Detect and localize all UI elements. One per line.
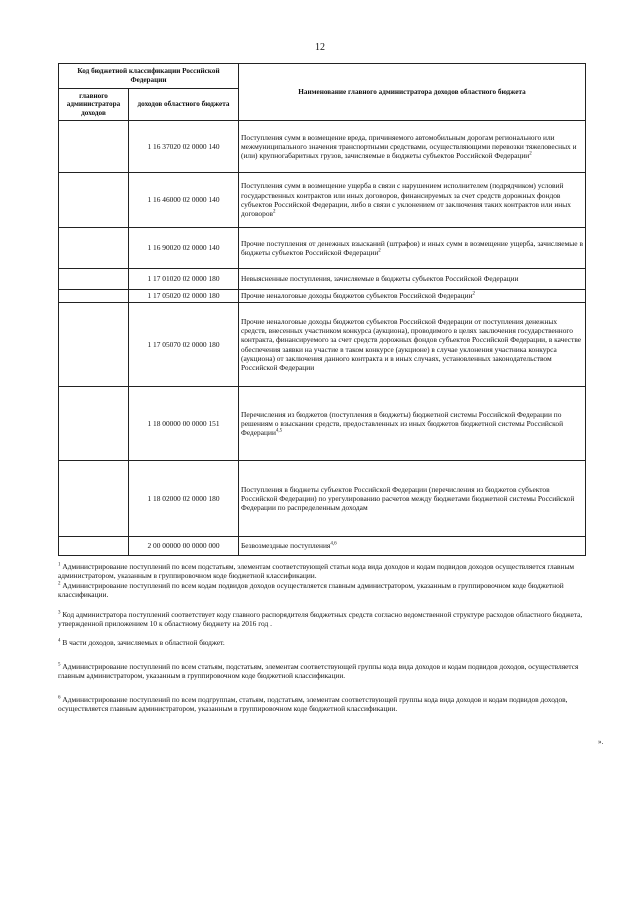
footnote-ref: 4,5	[275, 428, 283, 434]
table-row	[59, 121, 586, 173]
footnote-4: $^4$ В части доходов, зачисляемых в областной бюджет.	[58, 638, 225, 648]
footnote-ref: 2	[273, 209, 276, 215]
footnote-ref: 2	[378, 248, 381, 254]
income-code-cell: 1 17 05020 02 0000 180	[129, 290, 239, 303]
admin-code-cell	[59, 303, 129, 387]
table-row	[59, 537, 586, 556]
income-code-cell: 1 16 46000 02 0000 140	[129, 173, 239, 228]
header-regional-income: доходов областного бюджета	[129, 89, 239, 121]
closing-quote-mark: ».	[598, 738, 604, 746]
income-code-cell: 1 16 90020 02 0000 140	[129, 228, 239, 269]
income-code-cell: 1 18 00000 00 0000 151	[129, 387, 239, 461]
income-name-cell: Перечисления из бюджетов (поступления в бюджеты) бюджетной системы Российской Федерации по решениям о взыскании средств, предоставленных из иных бюджетов бюджетной системы Российской Федерации$^{4,5}$	[239, 387, 586, 461]
table-row	[59, 173, 586, 228]
header-main-administrator: главного администратора доходов	[59, 89, 129, 121]
admin-code-cell	[59, 461, 129, 537]
table-row	[59, 303, 586, 387]
admin-code-cell	[59, 290, 129, 303]
income-name-cell: Прочие неналоговые доходы бюджетов субъектов Российской Федерации$^2$	[239, 290, 586, 303]
admin-code-cell	[59, 173, 129, 228]
income-code-cell: 1 17 01020 02 0000 180	[129, 269, 239, 290]
income-name-cell: Поступления сумм в возмещение вреда, причиняемого автомобильным дорогам регионального или межмуниципального значения транспортными средствами, осуществляющими перевозки тяжеловесных и (или) крупногабаритных грузов, зачисляемые в бюджеты субъектов Российской Федерации$^2$	[239, 121, 586, 173]
income-name-cell: Невыясненные поступления, зачисляемые в бюджеты субъектов Российской Федерации	[239, 269, 586, 290]
income-code-cell: 2 00 00000 00 0000 000	[129, 537, 239, 556]
income-name-cell: Поступления сумм в возмещение ущерба в связи с нарушением исполнителем (подрядчиком) условий государственных контрактов или иных договоров, финансируемых за счет средств дорожных фондов субъектов Российской Федерации, либо в связи с уклонением от заключения таких контрактов или иных договоров$^2$	[239, 173, 586, 228]
admin-code-cell	[59, 387, 129, 461]
income-name-cell: Безвозмездные поступления$^{4,6}$	[239, 537, 586, 556]
admin-code-cell	[59, 121, 129, 173]
income-name-cell: Прочие поступления от денежных взысканий (штрафов) и иных сумм в возмещение ущерба, зачисляемые в бюджеты субъектов Российской Федерации$^2$	[239, 228, 586, 269]
footnote-2: $^2$ Администрирование поступлений по всем кодам подвидов доходов осуществляется главным администратором, указанным в группировочном коде бюджетной классификации.	[58, 580, 564, 600]
income-name-cell: Поступления в бюджеты субъектов Российской Федерации (перечисления из бюджетов субъектов Российской Федерации) по урегулированию расчетов между бюджетами бюджетной системы Российской Федерации по распределенным доходам	[239, 461, 586, 537]
page-number: 12	[315, 42, 325, 53]
footnote-6: $^6$ Администрирование поступлений по всем подгруппам, статьям, подстатьям, элементам соответствующей группы кода вида доходов и кодам подвидов доходов, осуществляется главным администратором, указанным в группировочном коде бюджетной классификации.	[58, 694, 568, 714]
income-code-cell: 1 18 02000 02 0000 180	[129, 461, 239, 537]
admin-code-cell	[59, 269, 129, 290]
admin-code-cell	[59, 228, 129, 269]
income-code-cell: 1 16 37020 02 0000 140	[129, 121, 239, 173]
income-name-cell: Прочие неналоговые доходы бюджетов субъектов Российской Федерации от поступления денежных средств, внесенных участником конкурса (аукциона), проводимого в целях заключения государственного контракта, финансируемого за счет средств дорожных фондов субъектов Российской Федерации, в качестве обеспечения заявки на участие в таком конкурсе (аукционе) в случае уклонения участника конкурса (аукциона) от заключения данного контракта и в иных случаях, установленных законодательством Российской Федерации	[239, 303, 586, 387]
table-row	[59, 290, 586, 303]
budget-classification-table	[58, 63, 586, 556]
table-row	[59, 461, 586, 537]
income-code-cell: 1 17 05070 02 0000 180	[129, 303, 239, 387]
footnote-ref: 2	[472, 291, 476, 297]
admin-code-cell	[59, 537, 129, 556]
footnote-ref: 4,6	[330, 541, 337, 547]
table-row	[59, 269, 586, 290]
table-row	[59, 387, 586, 461]
table-row	[59, 228, 586, 269]
footnote-1: $^1$ Администрирование поступлений по всем подстатьям, элементам соответствующей статьи кода вида доходов и кодам подвидов доходов осуществляется главным администратором, указанным в группировочном коде бюджетной классификации.	[58, 562, 575, 581]
footnotes	[58, 562, 585, 713]
footnote-3: $^3$ Код администратора поступлений соответствует коду главного распорядителя бюджетных средств согласно ведомственной структуре расходов областного бюджета, утвержденной приложением 10 к областному бюджету на 2016 год .	[58, 609, 583, 629]
footnote-5: $^5$ Администрирование поступлений по всем статьям, подстатьям, элементам соответствующей группы кода вида доходов и кодам подвидов доходов, осуществляется главным администратором, указанным в группировочном коде бюджетной классификации.	[58, 661, 579, 681]
header-administrator-name: Наименование главного администратора доходов областного бюджета	[239, 64, 586, 121]
header-classification-code: Код бюджетной классификации Российской Федерации	[59, 64, 239, 89]
footnote-ref: 2	[529, 151, 532, 157]
